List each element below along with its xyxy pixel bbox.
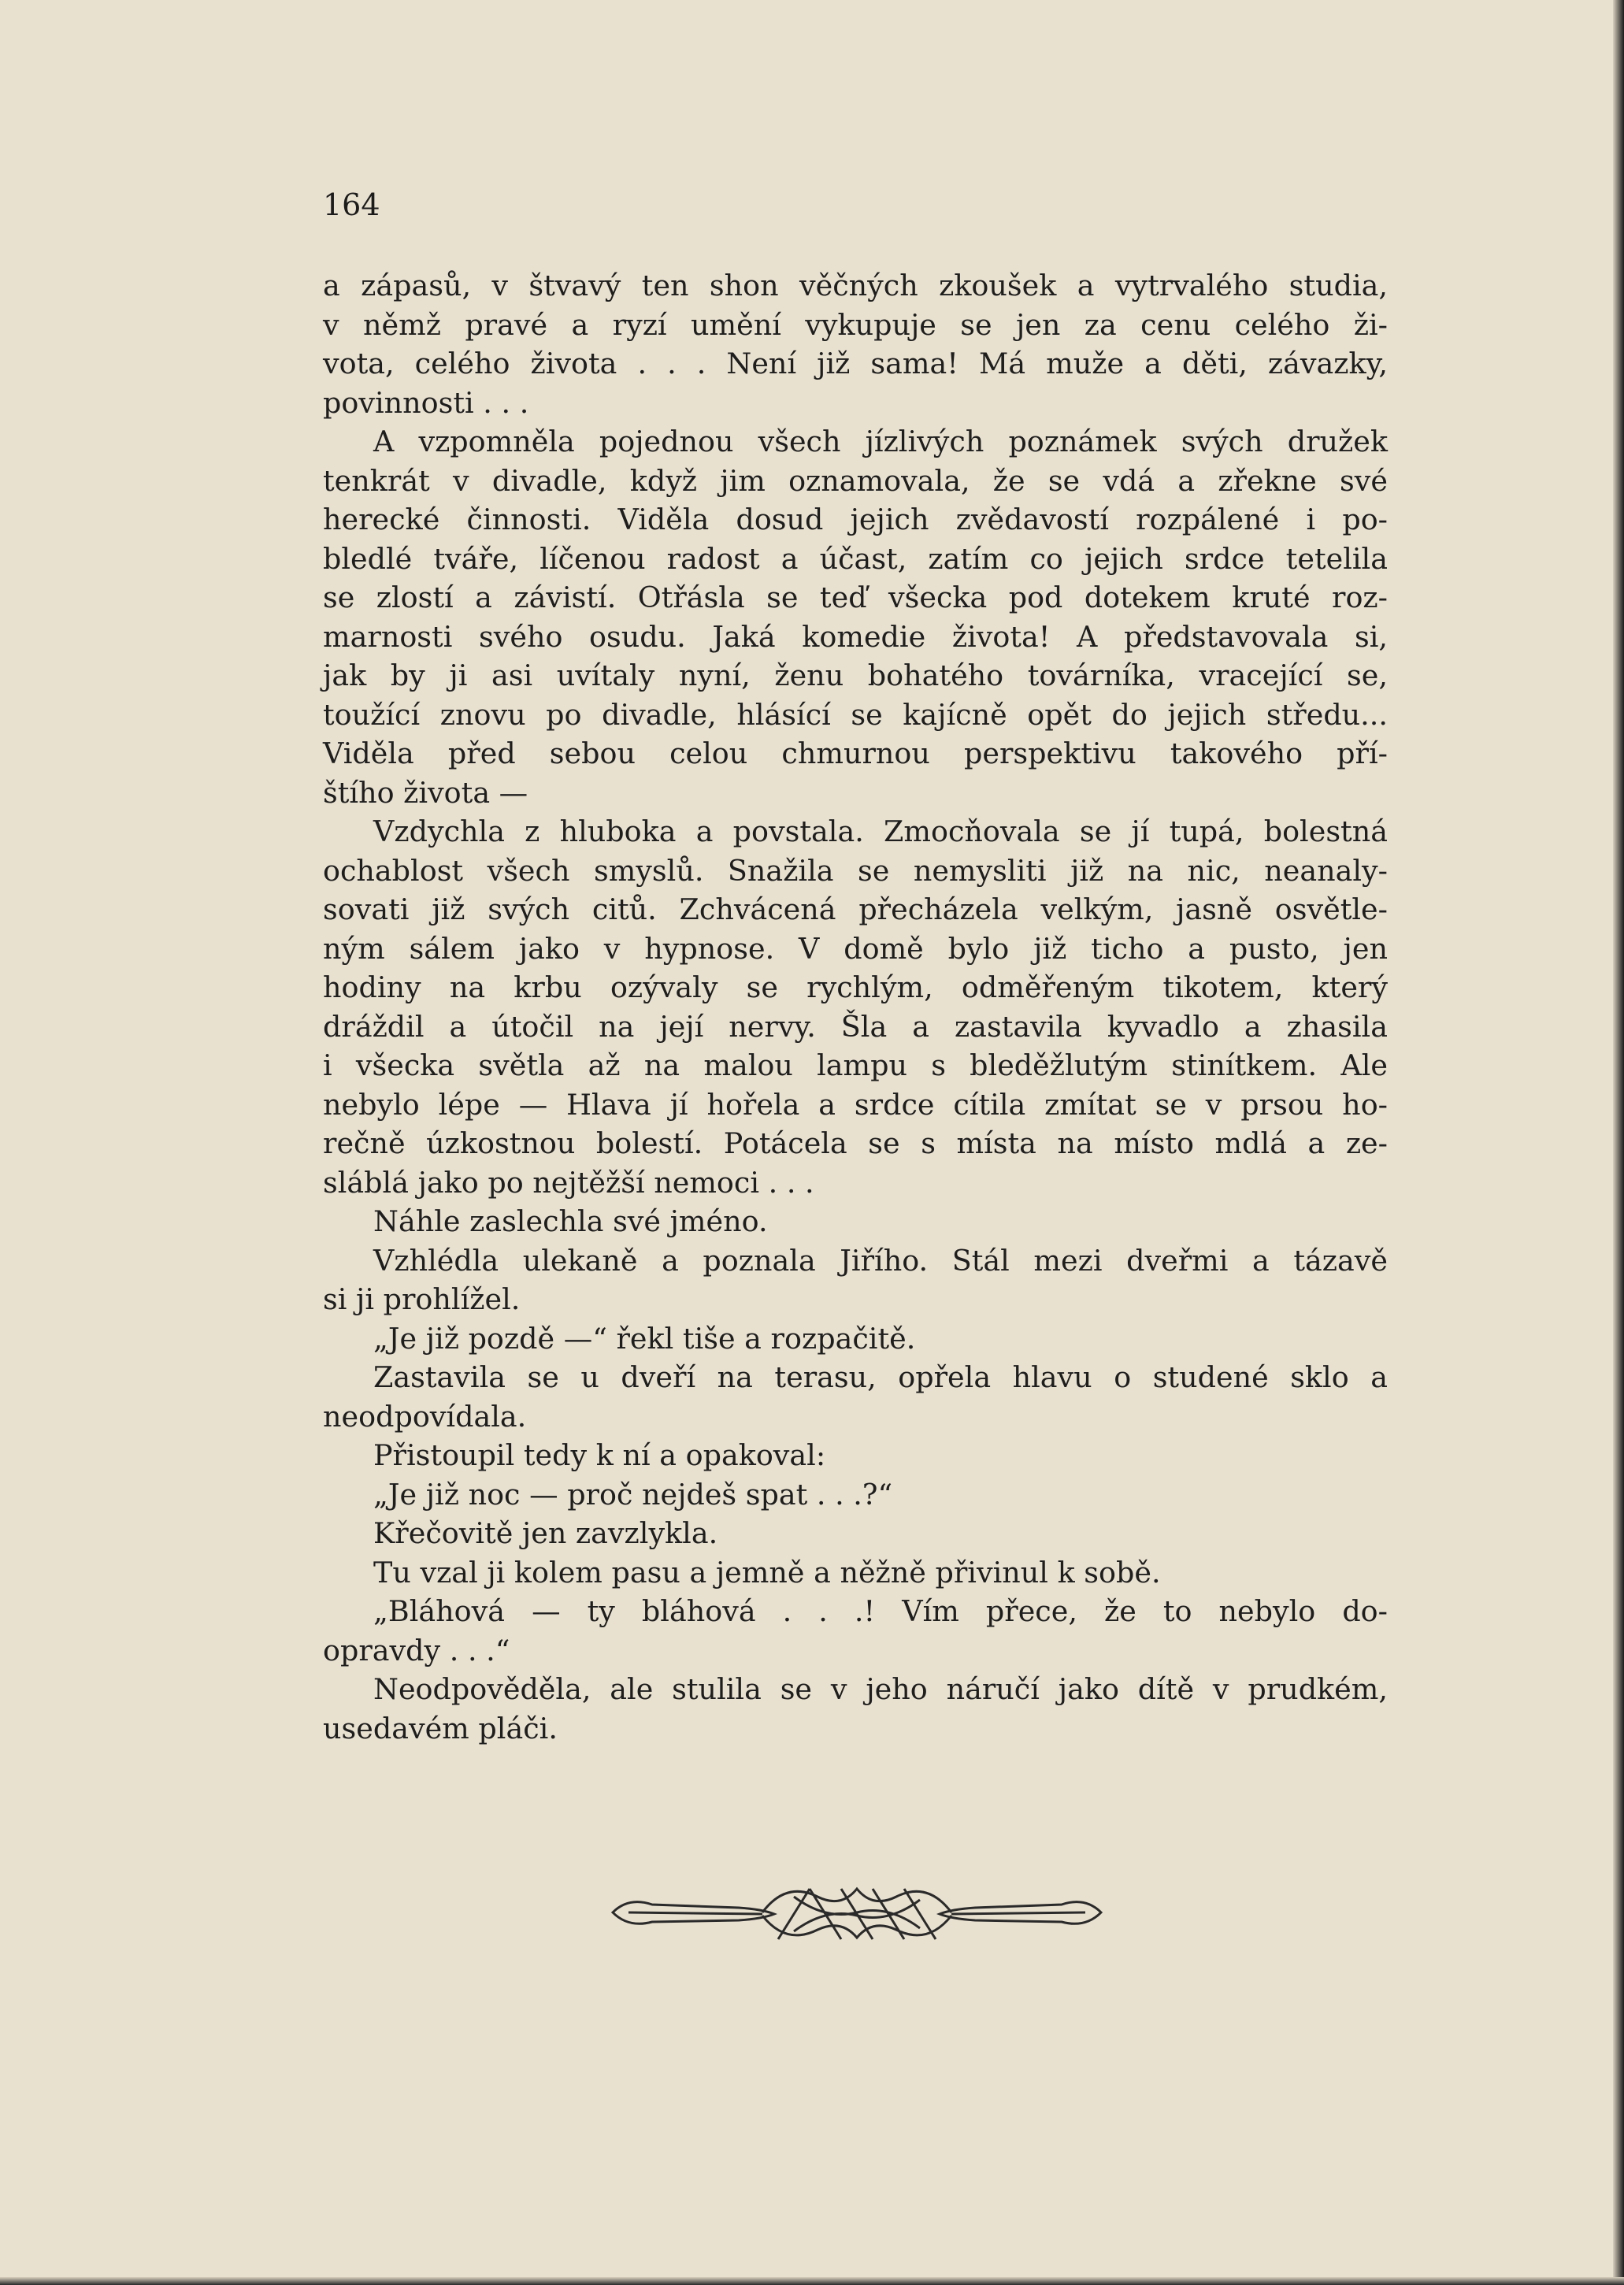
scan-edge-bottom xyxy=(0,2277,1624,2285)
text-line: Zastavila se u dveří na terasu, opřela hlavu o studené sklo a xyxy=(373,1360,1388,1394)
text-line: i všecka světla až na malou lampu s bleděžlutým stinítkem. Ale xyxy=(323,1048,1388,1082)
text-line: dráždil a útočil na její nervy. Šla a zastavila kyvadlo a zhasila xyxy=(323,1009,1388,1044)
text-line: usedavém pláči. xyxy=(323,1711,558,1745)
text-line: bledlé tváře, líčenou radost a účast, zatím co jejich srdce tetelila xyxy=(323,541,1388,576)
text-line: sovati již svých citů. Zchvácená přecházela velkým, jasně osvětle- xyxy=(323,892,1388,926)
text-line: štího života — xyxy=(323,775,528,810)
text-line: hodiny na krbu ozývaly se rychlým, odměřeným tikotem, který xyxy=(323,970,1388,1004)
text-line: Náhle zaslechla své jméno. xyxy=(373,1204,768,1238)
text-line: si ji prohlížel. xyxy=(323,1282,521,1316)
text-line: ným sálem jako v hypnose. V domě bylo již ticho a pusto, jen xyxy=(323,931,1388,966)
text-line: herecké činnosti. Viděla dosud jejich zvědavostí rozpálené i po- xyxy=(323,503,1388,536)
text-line: sláblá jako po nejtěžší nemoci . . . xyxy=(323,1165,814,1200)
text-line: toužící znovu po divadle, hlásící se kajícně opět do jejich středu... xyxy=(323,697,1388,732)
text-line: opravdy . . .“ xyxy=(323,1633,510,1667)
text-line: rečně úzkostnou bolestí. Potácela se s místa na místo mdlá a ze- xyxy=(323,1126,1388,1160)
text-line: „Bláhová — ty bláhová . . .! Vím přece, že to nebylo do- xyxy=(373,1594,1388,1628)
text-line: „Je již pozdě —“ řekl tiše a rozpačitě. xyxy=(373,1321,916,1356)
scan-edge-right xyxy=(1613,0,1624,2285)
text-line: Vzhlédla ulekaně a poznala Jiřího. Stál mezi dveřmi a tázavě xyxy=(373,1243,1388,1278)
text-line: neodpovídala. xyxy=(323,1399,527,1434)
text-line: A vzpomněla pojednou všech jízlivých poznámek svých družek xyxy=(373,425,1388,458)
text-line: Viděla před sebou celou chmurnou perspektivu takového pří- xyxy=(323,736,1388,770)
text-line: tenkrát v divadle, když jim oznamovala, že se vdá a zřekne své xyxy=(323,463,1388,498)
page-number: 164 xyxy=(323,187,380,222)
text-line: povinnosti . . . xyxy=(323,385,529,420)
text-line: Křečovitě jen zavzlykla. xyxy=(373,1516,718,1550)
body-text xyxy=(323,266,1388,1748)
text-line: v němž pravé a ryzí umění vykupuje se jen za cenu celého ži- xyxy=(323,307,1388,342)
text-line: Vzdychla z hluboka a povstala. Zmocňovala se jí tupá, bolestná xyxy=(373,814,1388,848)
text-line: Tu vzal ji kolem pasu a jemně a něžně přivinul k sobě. xyxy=(373,1555,1161,1589)
text-line: Neodpověděla, ale stulila se v jeho náručí jako dítě v prudkém, xyxy=(373,1672,1388,1706)
vignette-ornament-icon xyxy=(605,1873,1109,1952)
text-line: „Je již noc — proč nejdeš spat . . .?“ xyxy=(373,1477,893,1512)
text-line: a zápasů, v štvavý ten shon věčných zkoušek a vytrvalého studia, xyxy=(323,269,1388,302)
text-line: Přistoupil tedy k ní a opakoval: xyxy=(373,1438,826,1472)
text-line: marnosti svého osudu. Jaká komedie života! A představovala si, xyxy=(323,619,1388,654)
text-line: nebylo lépe — Hlava jí hořela a srdce cítila zmítat se v prsou ho- xyxy=(323,1087,1388,1122)
text-line: vota, celého života . . . Není již sama! Má muže a děti, závazky, xyxy=(323,347,1388,380)
text-line: se zlostí a závistí. Otřásla se teď všecka pod dotekem kruté roz- xyxy=(323,581,1388,614)
text-line: jak by ji asi uvítaly nyní, ženu bohatého továrníka, vracející se, xyxy=(323,658,1388,692)
text-line: ochablost všech smyslů. Snažila se nemysliti již na nic, neanaly- xyxy=(323,853,1388,888)
